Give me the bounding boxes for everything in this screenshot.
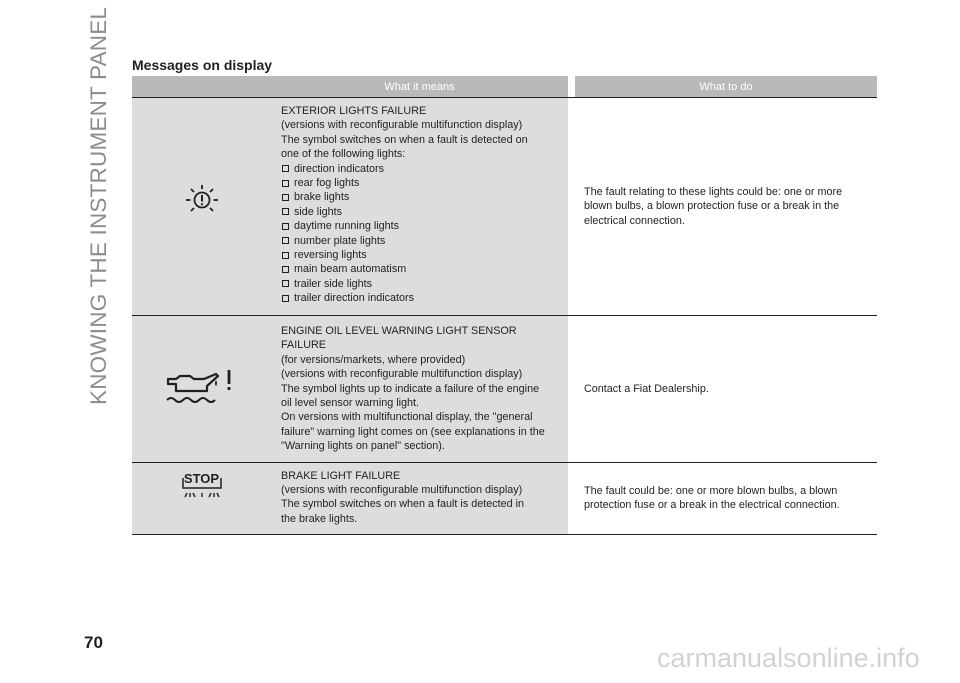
- light-name: direction indicators: [294, 162, 385, 175]
- action-line: blown bulbs, a blown protection fuse or a break in the: [584, 200, 840, 213]
- checkbox-bullet-icon: [282, 223, 289, 230]
- meaning-cell: [271, 462, 568, 535]
- light-name: trailer direction indicators: [294, 292, 415, 305]
- light-name: number plate lights: [294, 234, 386, 247]
- table-row: [132, 98, 877, 316]
- exterior-light-failure-icon: [182, 210, 222, 222]
- table-header-row: [132, 76, 877, 98]
- light-name: main beam automatism: [294, 263, 407, 276]
- action-cell: [575, 462, 877, 535]
- section-title: Messages on display: [132, 57, 273, 73]
- meaning-line: "Warning lights on panel" section).: [281, 440, 445, 453]
- table-row: [132, 316, 877, 463]
- checkbox-bullet-icon: [282, 208, 289, 215]
- oil-level-sensor-failure-icon: [164, 398, 240, 410]
- meaning-line: (versions with reconfigurable multifunction display): [281, 484, 523, 497]
- action-line: electrical connection.: [584, 214, 685, 227]
- checkbox-bullet-icon: [282, 252, 289, 259]
- meaning-line: The symbol lights up to indicate a failure of the engine: [281, 382, 540, 395]
- meaning-line: On versions with multifunctional display, the "general: [281, 411, 533, 424]
- light-name: trailer side lights: [294, 277, 373, 290]
- meaning-title: ENGINE OIL LEVEL WARNING LIGHT SENSOR: [281, 325, 517, 337]
- list-item: [281, 248, 558, 262]
- checkbox-bullet-icon: [282, 165, 289, 172]
- light-name: daytime running lights: [294, 220, 400, 233]
- stop-icon-label: STOP: [183, 470, 220, 486]
- checkbox-bullet-icon: [282, 194, 289, 201]
- action-line: Contact a Fiat Dealership.: [584, 382, 709, 395]
- checkbox-bullet-icon: [282, 295, 289, 302]
- symbol-cell: [132, 462, 271, 535]
- action-cell: [575, 316, 877, 463]
- meaning-cell: [271, 98, 568, 316]
- light-name: reversing lights: [294, 248, 367, 261]
- meaning-line: The symbol switches on when a fault is detected on: [281, 133, 528, 146]
- list-item: [281, 262, 558, 276]
- checkbox-bullet-icon: [282, 180, 289, 187]
- meaning-line: (versions with reconfigurable multifunction display): [281, 368, 523, 381]
- meaning-title: BRAKE LIGHT FAILURE: [281, 469, 401, 482]
- header-what-to-do: What to do: [575, 76, 877, 98]
- header-what-it-means: What it means: [271, 76, 568, 98]
- header-symbol: [132, 76, 271, 98]
- meaning-line: failure" warning light comes on (see explanations in the: [281, 425, 545, 438]
- meaning-line: FAILURE: [281, 339, 327, 352]
- action-cell: [575, 98, 877, 316]
- list-item: [281, 291, 558, 305]
- meaning-cell: [271, 316, 568, 463]
- checkbox-bullet-icon: [282, 266, 289, 273]
- list-item: [281, 277, 558, 291]
- footer-watermark: carmanualsonline.info: [657, 643, 920, 673]
- checkbox-bullet-icon: [282, 280, 289, 287]
- symbol-cell: [132, 98, 271, 316]
- meaning-line: (for versions/markets, where provided): [281, 353, 466, 366]
- brake-light-failure-icon: [179, 472, 225, 506]
- list-item: [281, 219, 558, 233]
- table-row: [132, 462, 877, 535]
- symbol-cell: [132, 316, 271, 463]
- meaning-line: The symbol switches on when a fault is detected in: [281, 498, 525, 511]
- meaning-line: the brake lights.: [281, 512, 358, 525]
- action-line: The fault relating to these lights could be: one or more: [584, 185, 843, 198]
- light-name: rear fog lights: [294, 177, 360, 190]
- page-number: 70: [84, 633, 103, 652]
- action-line: The fault could be: one or more blown bulbs, a blown: [584, 484, 838, 497]
- lights-list: [281, 162, 558, 306]
- messages-table: [132, 76, 877, 535]
- light-name: side lights: [294, 205, 343, 218]
- list-item: [281, 176, 558, 190]
- list-item: [281, 190, 558, 204]
- list-item: [281, 205, 558, 219]
- list-item: [281, 234, 558, 248]
- meaning-line: one of the following lights:: [281, 148, 406, 161]
- meaning-line: oil level sensor warning light.: [281, 397, 420, 410]
- meaning-line: (versions with reconfigurable multifunction display): [281, 119, 523, 132]
- meaning-title: EXTERIOR LIGHTS FAILURE: [281, 105, 427, 117]
- checkbox-bullet-icon: [282, 237, 289, 244]
- list-item: [281, 162, 558, 176]
- light-name: brake lights: [294, 191, 350, 204]
- action-line: protection fuse or a break in the electrical connection.: [584, 499, 840, 512]
- chapter-title: KNOWING THE INSTRUMENT PANEL: [86, 6, 111, 405]
